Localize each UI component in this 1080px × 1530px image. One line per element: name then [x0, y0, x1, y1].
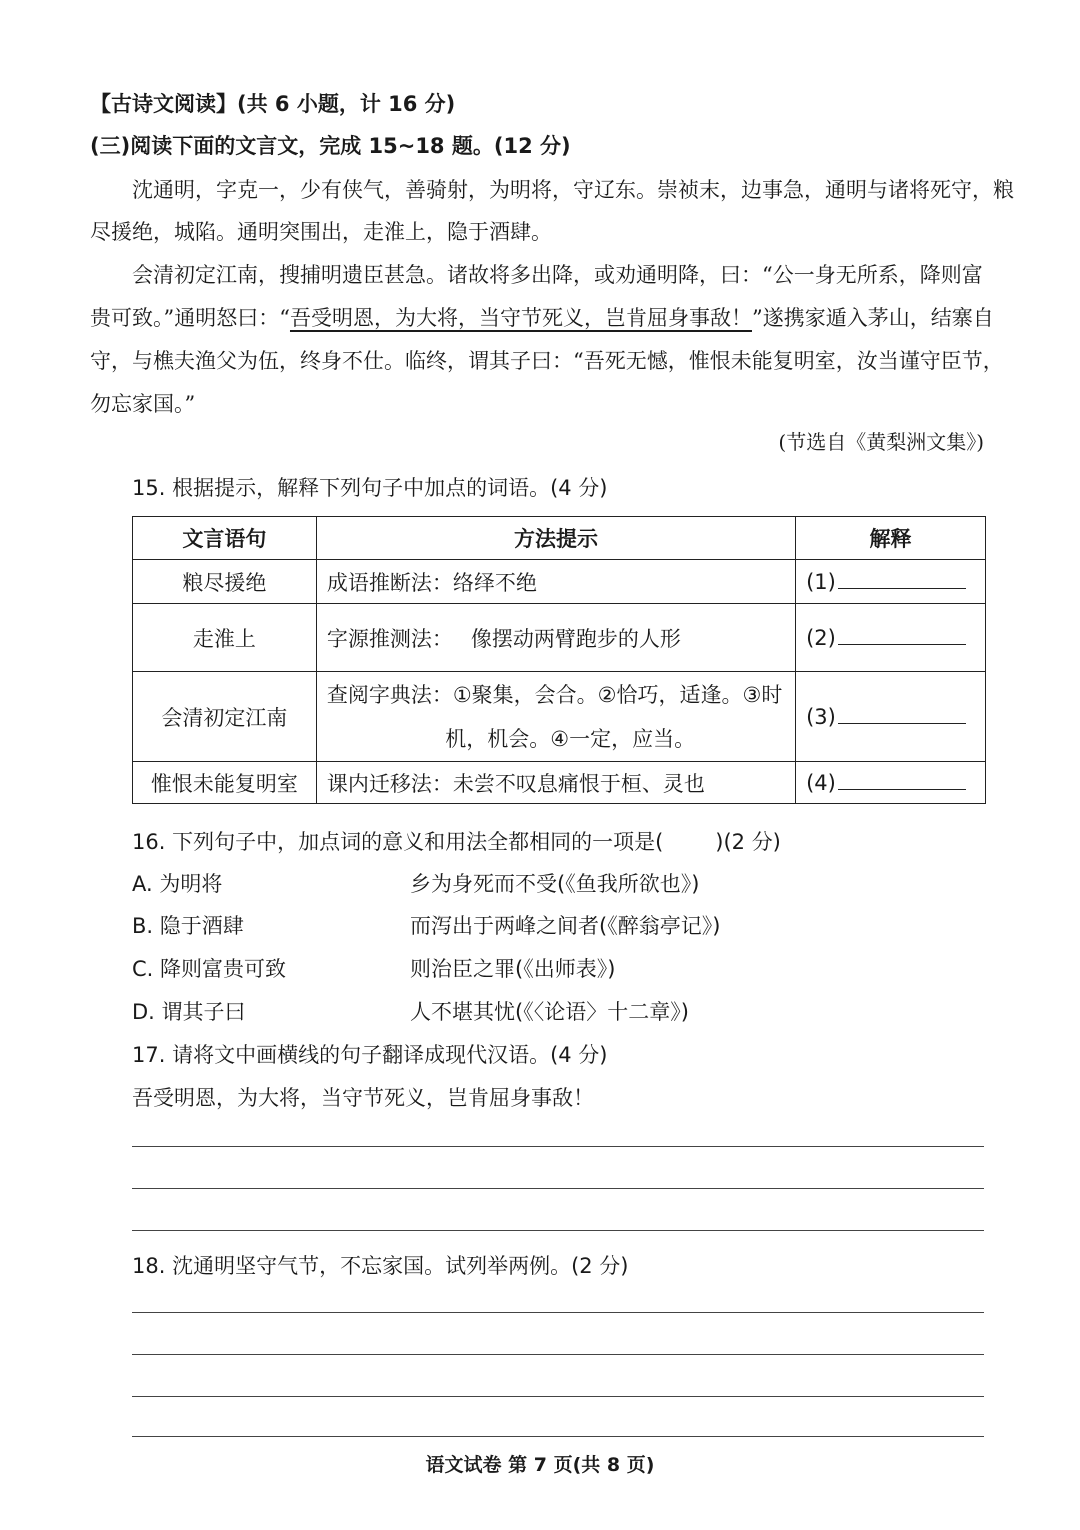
- option-text: 谓其子曰: [161, 1000, 246, 1024]
- answer-number: (1): [806, 569, 836, 594]
- underlined-sentence: 吾受明恩，为大将，当守节死义，岂肯屈身事敌！: [289, 306, 752, 330]
- sentence-cell: 走淮上: [133, 604, 317, 672]
- passage-line: 沈通明，字克一，少有侠气，善骑射，为明将，守辽东。崇祯末，边事急，通明与诸将死守，粮: [132, 178, 1014, 202]
- passage-line-with-underline: [90, 302, 994, 332]
- passage-text: ”遂携家遁入茅山，结寨自: [751, 306, 994, 330]
- hint-detail: 像摆动两臂跑步的人形: [470, 626, 681, 651]
- passage-line: 守，与樵夫渔父为伍，终身不仕。临终，谓其子曰：“吾死无憾，惟恨未能复明室，汝当谨守臣节，: [90, 349, 1004, 373]
- option-text: 降则富贵可致: [160, 957, 287, 981]
- option-label: B.: [132, 914, 154, 938]
- option-text: 隐于酒肆: [159, 914, 244, 938]
- q17-prompt: 17. 请将文中画横线的句子翻译成现代汉语。(4 分): [132, 1043, 608, 1067]
- option-label: D.: [132, 1000, 155, 1024]
- q16-score: )(2 分): [715, 830, 781, 854]
- passage-line: 尽援绝，城陷。通明突围出，走淮上，隐于酒肆。: [90, 220, 552, 244]
- section-header: 【古诗文阅读】(共 6 小题，计 16 分): [90, 92, 456, 116]
- table-row: [133, 672, 986, 762]
- sentence-cell: 会清初定江南: [133, 672, 317, 762]
- answer-line[interactable]: [132, 1354, 984, 1355]
- option-label: C.: [132, 957, 154, 981]
- hint-detail: 机，机会。④一定，应当。: [445, 726, 696, 751]
- answer-blank[interactable]: [838, 626, 966, 645]
- part-instruction: (三)阅读下面的文言文，完成 15~18 题。(12 分): [90, 134, 571, 158]
- answer-cell[interactable]: [796, 604, 986, 672]
- answer-line[interactable]: [132, 1312, 984, 1313]
- hint-cell: [316, 604, 795, 672]
- hint-method: 查阅字典法：①聚集，会合。②恰巧，适逢。③时: [326, 682, 783, 707]
- answer-number: (4): [806, 770, 836, 795]
- col-header: 文言语句: [133, 517, 317, 560]
- answer-number: (2): [806, 625, 836, 650]
- option-left: [132, 910, 244, 940]
- q17-sentence: 吾受明恩，为大将，当守节死义，岂肯屈身事敌！: [132, 1086, 594, 1110]
- answer-cell[interactable]: [796, 672, 986, 762]
- hint-cell: 课内迁移法：未尝不叹息痛恨于桓、灵也: [316, 762, 795, 804]
- answer-line[interactable]: [132, 1396, 984, 1397]
- answer-line[interactable]: [132, 1188, 984, 1189]
- option-text: 为明将: [159, 872, 223, 896]
- answer-line[interactable]: [132, 1436, 984, 1437]
- page-footer: 语文试卷 第 7 页(共 8 页): [425, 1454, 655, 1476]
- sentence-cell: 惟恨未能复明室: [133, 762, 317, 804]
- option-left: [132, 868, 222, 898]
- option-compare-text: 乡为身死而不受(《鱼我所欲也》): [410, 872, 700, 896]
- answer-blank[interactable]: [838, 771, 966, 790]
- answer-cell[interactable]: [796, 560, 986, 604]
- sentence-cell: 粮尽援绝: [133, 560, 317, 604]
- option-compare-text: 而泻出于两峰之间者(《醉翁亭记》): [410, 914, 721, 938]
- passage-line: 勿忘家国。”: [90, 392, 196, 416]
- q18-prompt: 18. 沈通明坚守气节，不忘家国。试列举两例。(2 分): [132, 1254, 629, 1278]
- q16-prompt-text: 16. 下列句子中，加点词的意义和用法全都相同的一项是(: [132, 830, 664, 854]
- passage-source: (节选自《黄梨洲文集》): [778, 430, 984, 454]
- answer-line[interactable]: [132, 1230, 984, 1231]
- answer-cell[interactable]: [796, 762, 986, 804]
- option-left: [132, 996, 246, 1026]
- table-header-row: [133, 517, 986, 560]
- passage-text: 贵可致。”通明怒曰：“: [90, 306, 290, 330]
- col-header: 解释: [796, 517, 986, 560]
- option-compare-text: 则治臣之罪(《出师表》): [410, 957, 616, 981]
- option-label: A.: [132, 872, 153, 896]
- table-row: [133, 762, 986, 804]
- hint-cell: [316, 672, 795, 762]
- q15-table: [132, 516, 986, 804]
- option-left: [132, 953, 286, 983]
- option-compare-text: 人不堪其忧(《〈论语〉十二章》): [410, 1000, 689, 1024]
- answer-blank[interactable]: [838, 705, 966, 724]
- answer-blank[interactable]: [838, 570, 966, 589]
- q15-prompt: 15. 根据提示，解释下列句子中加点的词语。(4 分): [132, 476, 608, 500]
- hint-cell: 成语推断法：络绎不绝: [316, 560, 795, 604]
- col-header: 方法提示: [316, 517, 795, 560]
- table-row: [133, 560, 986, 604]
- passage-line: 会清初定江南，搜捕明遗臣甚急。诸故将多出降，或劝通明降，曰：“公一身无所系，降则富: [132, 263, 983, 287]
- answer-number: (3): [806, 704, 836, 729]
- table-row: [133, 604, 986, 672]
- q16-prompt: [132, 826, 781, 856]
- answer-line[interactable]: [132, 1146, 984, 1147]
- hint-method: 字源推测法：: [326, 626, 453, 651]
